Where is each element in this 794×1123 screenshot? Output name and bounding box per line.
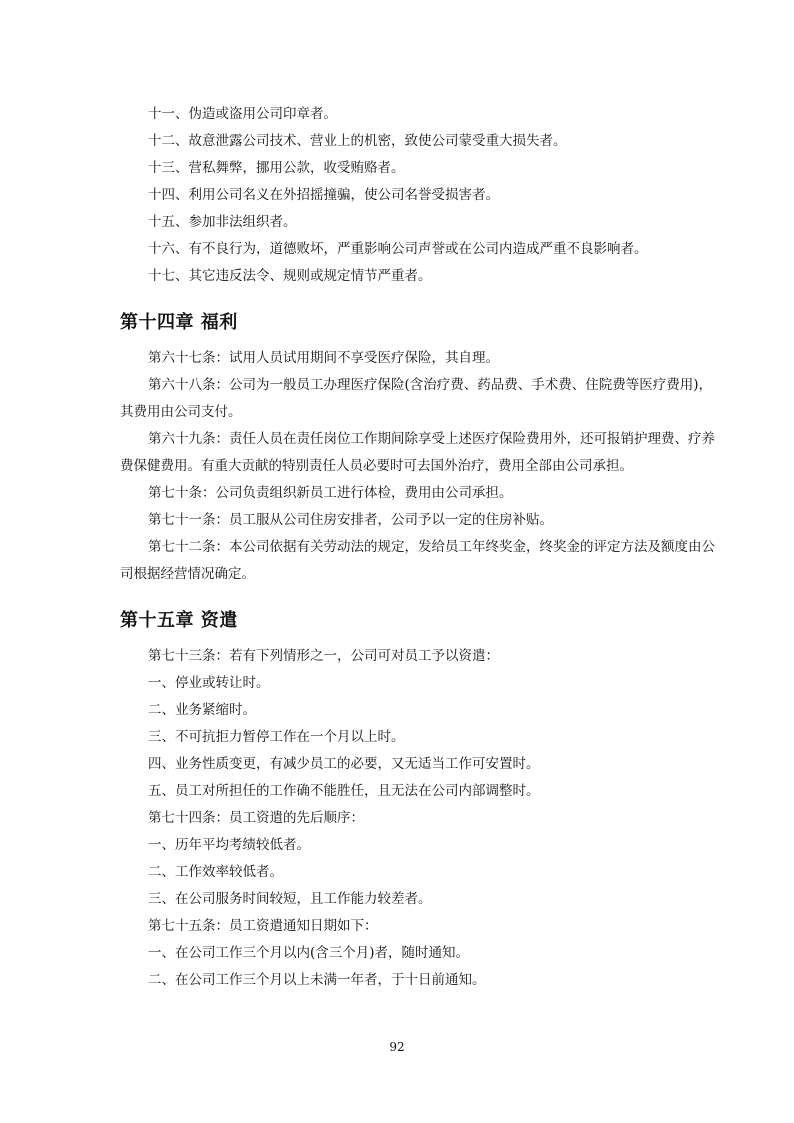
clause-line: 十三、营私舞弊，挪用公款，收受贿赂者。: [148, 160, 405, 176]
document-body: [120, 101, 734, 994]
page-number: 92: [389, 1040, 405, 1054]
article-line: 二、业务紧缩时。: [148, 702, 256, 718]
article-line: 第七十三条：若有下列情形之一，公司可对员工予以资遣：: [148, 648, 499, 664]
article-line: 五、员工对所担任的工作确不能胜任，且无法在公司内部调整时。: [148, 783, 540, 799]
clause-line: 十一、伪造或盗用公司印章者。: [148, 106, 337, 122]
article-line: 一、在公司工作三个月以内(含三个月)者，随时通知。: [148, 945, 470, 961]
article-line: 第七十条：公司负责组织新员工进行体检，费用由公司承担。: [148, 485, 513, 501]
article-line: 第六十七条：试用人员试用期间不享受医疗保险，其自理。: [148, 350, 499, 366]
article-line: 二、在公司工作三个月以上未满一年者，于十日前通知。: [148, 972, 486, 988]
article-line: 一、停业或转让时。: [148, 675, 270, 691]
clause-line: 十五、参加非法组织者。: [148, 214, 297, 230]
clause-line: 十四、利用公司名义在外招摇撞骗，使公司名誉受损害者。: [148, 187, 499, 203]
article-line: 第七十一条：员工服从公司住房安排者，公司予以一定的住房补贴。: [148, 512, 553, 528]
chapter-dismissal-body: [120, 643, 734, 994]
article-line: 二、工作效率较低者。: [148, 864, 283, 880]
article-line: 第七十二条：本公司依据有关劳动法的规定，发给员工年终奖金，终奖金的评定方法及额度由公: [148, 539, 715, 555]
clause-line: 十七、其它违反法令、规则或规定情节严重者。: [148, 268, 432, 284]
article-line: 第六十九条：责任人员在责任岗位工作期间除享受上述医疗保险费用外，还可报销护理费、疗养: [148, 431, 715, 447]
article-line: 第七十四条：员工资遣的先后顺序：: [148, 810, 364, 826]
article-line: 第七十五条：员工资遣通知日期如下：: [148, 918, 378, 934]
article-line-continuation: 其费用由公司支付。: [120, 404, 242, 420]
article-line: 一、历年平均考绩较低者。: [148, 837, 310, 853]
clause-list-section: [120, 101, 734, 290]
clause-line: 十六、有不良行为，道德败坏，严重影响公司声誉或在公司内造成严重不良影响者。: [148, 241, 648, 257]
chapter-heading-welfare: 第十四章 福利: [120, 312, 238, 333]
clause-line: 十二、故意泄露公司技术、营业上的机密，致使公司蒙受重大损失者。: [148, 133, 567, 149]
chapter-heading-dismissal: 第十五章 资遣: [120, 610, 238, 631]
article-line-continuation: 费保健费用。有重大贡献的特别责任人员必要时可去国外治疗，费用全部由公司承担。: [120, 458, 633, 474]
article-line-continuation: 司根据经营情况确定。: [120, 566, 255, 582]
chapter-welfare-body: [120, 345, 734, 588]
article-line: 三、在公司服务时间较短，且工作能力较差者。: [148, 891, 432, 907]
article-line: 三、不可抗拒力暂停工作在一个月以上时。: [148, 729, 405, 745]
article-line: 第六十八条：公司为一般员工办理医疗保险(含治疗费、药品费、手术费、住院费等医疗费用)，: [148, 377, 713, 393]
article-line: 四、业务性质变更，有减少员工的必要，又无适当工作可安置时。: [148, 756, 540, 772]
